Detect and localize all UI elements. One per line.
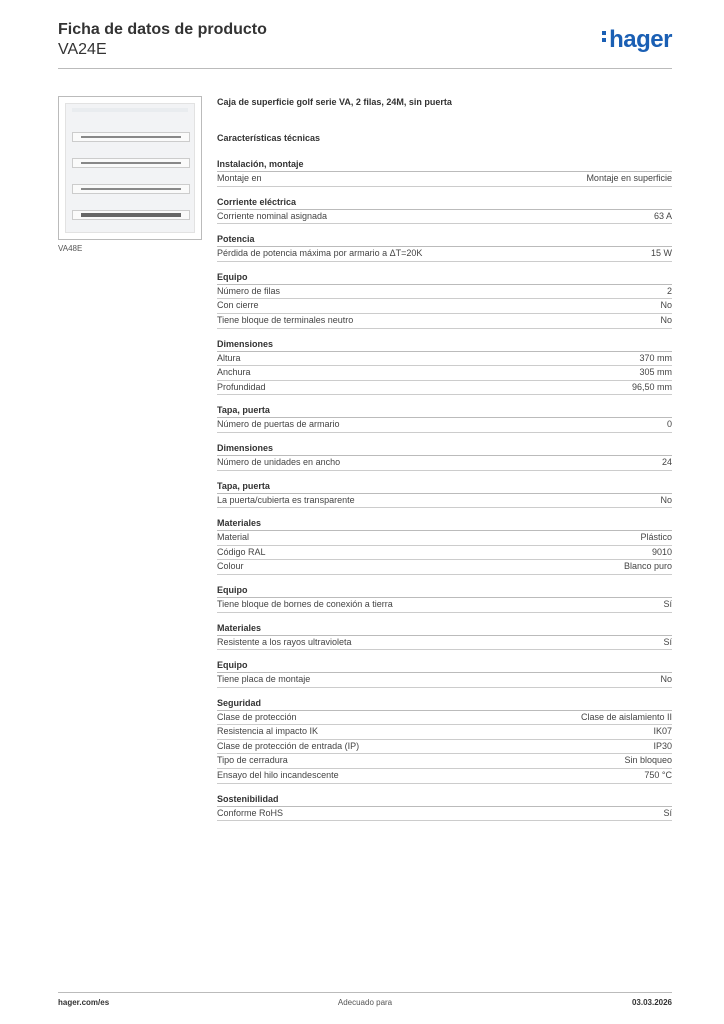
spec-row (217, 352, 672, 367)
spec-row (217, 381, 672, 396)
section-title: Instalación, montaje (217, 158, 672, 172)
spec-row (217, 754, 672, 769)
spec-row (217, 807, 672, 822)
spec-label: Corriente nominal asignada (217, 210, 328, 221)
spec-value: Sí (663, 636, 672, 647)
spec-label: Montaje en (217, 173, 262, 183)
spec-label: Resistente a los rayos ultravioleta (217, 636, 352, 647)
footer-date: 03.03.2026 (631, 998, 672, 1007)
spec-section (217, 338, 672, 396)
spec-section (217, 442, 672, 471)
spec-row (217, 740, 672, 755)
section-title: Tapa, puerta (217, 480, 672, 494)
spec-label: Número de filas (217, 285, 281, 296)
spec-row (217, 366, 672, 381)
spec-label: Ensayo del hilo incandescente (217, 770, 339, 781)
spec-section (217, 793, 672, 822)
section-title: Dimensiones (217, 442, 672, 456)
spec-row (217, 314, 672, 329)
section-title: Equipo (217, 271, 672, 285)
spec-label: Número de unidades en ancho (217, 456, 341, 467)
spec-value: Montaje en superficie (586, 173, 672, 183)
cabinet-image-icon (65, 103, 195, 233)
spec-section (217, 659, 672, 688)
spec-section (217, 404, 672, 433)
spec-value: No (660, 674, 672, 685)
spec-row (217, 172, 672, 187)
section-title: Potencia (217, 233, 672, 247)
spec-section (217, 158, 672, 187)
spec-value: IP30 (653, 740, 672, 751)
spec-section (217, 196, 672, 225)
spec-value: 63 A (653, 210, 672, 221)
document-title: Ficha de datos de producto (58, 21, 267, 38)
spec-label: Número de puertas de armario (217, 419, 340, 430)
spec-label: Material (217, 532, 250, 543)
spec-value: Blanco puro (623, 561, 672, 572)
header-divider (58, 68, 672, 69)
product-description: Caja de superficie golf serie VA, 2 filas, 24M, sin puerta (217, 97, 452, 107)
spec-row (217, 560, 672, 575)
section-title: Corriente eléctrica (217, 196, 672, 210)
section-title: Dimensiones (217, 338, 672, 352)
spec-value: Sin bloqueo (624, 755, 672, 766)
spec-section (217, 271, 672, 329)
spec-value: IK07 (653, 726, 672, 737)
spec-row (217, 725, 672, 740)
spec-section (217, 622, 672, 651)
spec-value: 9010 (651, 546, 672, 557)
spec-label: Tipo de cerradura (217, 755, 288, 766)
spec-section (217, 517, 672, 575)
section-title: Materiales (217, 517, 672, 531)
spec-label: Anchura (217, 367, 251, 378)
spec-label: La puerta/cubierta es transparente (217, 494, 355, 505)
spec-value: No (660, 494, 672, 505)
spec-label: Clase de protección (217, 711, 297, 722)
spec-value: No (660, 314, 672, 325)
spec-value: 2 (666, 285, 672, 296)
product-code: VA24E (58, 41, 107, 58)
spec-label: Clase de protección de entrada (IP) (217, 740, 360, 751)
spec-label: Tiene bloque de bornes de conexión a tierra (217, 598, 393, 609)
product-image (58, 96, 202, 240)
section-title: Sostenibilidad (217, 793, 672, 807)
section-title: Tapa, puerta (217, 404, 672, 418)
spec-row (217, 285, 672, 300)
spec-value: Sí (663, 807, 672, 818)
tech-characteristics-title: Características técnicas (217, 133, 321, 143)
spec-row (217, 711, 672, 726)
spec-value: 96,50 mm (631, 381, 672, 392)
spec-row (217, 598, 672, 613)
spec-sections (217, 158, 672, 821)
spec-row (217, 456, 672, 471)
section-title: Materiales (217, 622, 672, 636)
spec-label: Con cierre (217, 300, 259, 311)
spec-label: Tiene bloque de terminales neutro (217, 314, 354, 325)
spec-section (217, 697, 672, 784)
spec-label: Pérdida de potencia máxima por armario a ΔT=20K (217, 248, 423, 259)
spec-value: 750 °C (644, 770, 672, 781)
spec-row (217, 769, 672, 784)
footer-divider (58, 992, 672, 993)
spec-label: Profundidad (217, 381, 266, 392)
section-title: Equipo (217, 584, 672, 598)
spec-row (217, 210, 672, 225)
logo-text: hager (609, 26, 672, 53)
footer-suitable-for: Adecuado para (337, 998, 393, 1007)
spec-label: Código RAL (217, 546, 266, 557)
footer-website: hager.com/es (58, 998, 110, 1007)
spec-row (217, 299, 672, 314)
hager-logo (602, 26, 672, 54)
spec-content (217, 96, 672, 830)
spec-value: 15 W (650, 248, 672, 259)
spec-label: Resistencia al impacto IK (217, 726, 319, 737)
spec-value: No (660, 300, 672, 311)
spec-label: Conforme RoHS (217, 807, 284, 818)
section-title: Equipo (217, 659, 672, 673)
spec-row (217, 418, 672, 433)
spec-label: Colour (217, 561, 244, 572)
spec-value: 24 (661, 456, 672, 467)
spec-label: Altura (217, 352, 241, 363)
image-caption: VA48E (58, 244, 83, 253)
spec-row (217, 636, 672, 651)
spec-section (217, 480, 672, 509)
spec-value: 305 mm (639, 367, 672, 378)
spec-section (217, 584, 672, 613)
document-header (58, 20, 672, 68)
spec-label: Tiene placa de montaje (217, 674, 311, 685)
logo-dots-icon (602, 28, 607, 45)
spec-value: Clase de aislamiento II (580, 711, 672, 722)
spec-value: 370 mm (639, 352, 672, 363)
spec-row (217, 531, 672, 546)
spec-value: Sí (663, 598, 672, 609)
spec-value: Plástico (640, 532, 672, 543)
spec-row (217, 673, 672, 688)
spec-section (217, 233, 672, 262)
spec-row (217, 247, 672, 262)
spec-row (217, 546, 672, 561)
spec-value: 0 (666, 419, 672, 430)
section-title: Seguridad (217, 697, 672, 711)
spec-row (217, 494, 672, 509)
